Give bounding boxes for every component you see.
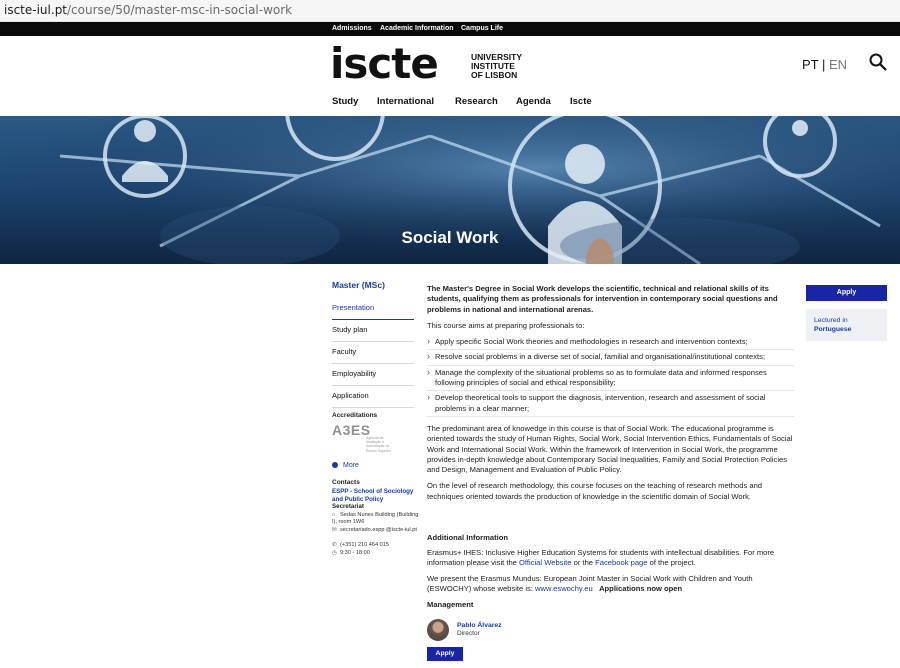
aims-intro: This course aims at preparing professionals to: [427,320,585,330]
lectured-in-language: Portuguese [814,326,852,333]
sidebar-item-application[interactable]: Application [332,386,414,408]
contacts-heading: Contacts [332,479,360,486]
logo-sub-line-3: OF LISBON [471,70,518,80]
topbar-link-campus-life[interactable]: Campus Life [461,25,504,32]
degree-title: Master (MSc) [332,280,385,290]
management-heading: Management [427,600,474,609]
intro-lead: The Master's Degree in Social Work develops the scientific, technical and relational skills of its students, qualifying them as professionals for intervention in contemporary social questions and problems in national and international arenas. [427,284,778,314]
contact-building: ⌂ Sedas Nunes Building (Building I), room 1W6 [332,512,419,525]
iscte-logo[interactable]: iscte [330,39,438,88]
building-icon: ⌂ [332,512,336,518]
sidebar-item-presentation[interactable]: Presentation [332,298,414,320]
list-item: › Apply specific Social Work theories and methodologies in research and intervention contexts; [427,337,794,350]
research-paragraph: On the level of research methodology, this course focuses on the teaching of research methods and techniques oriented towards the production of knowledge in the scientific domain of Social Work. [427,481,763,501]
erasmus-mundus-paragraph: We present the Erasmus Mundus: European Joint Master in Social Work with Children and Youth (ESWOCHY) whose website is: www.eswochy.eu Applications now open [427,574,753,594]
nav-research[interactable]: Research [455,96,498,107]
nav-study[interactable]: Study [332,96,359,107]
search-icon[interactable] [869,53,887,71]
facebook-page-link[interactable]: Facebook page [595,558,648,568]
nav-international[interactable]: International [377,96,435,107]
topbar-link-academic-information[interactable]: Academic Information [380,25,454,32]
lang-pt[interactable]: PT [802,57,819,72]
mail-icon: ✉ [332,527,337,533]
phone-icon: ✆ [332,542,337,548]
contact-phone: ✆ (+351) 210 464 015 [332,542,389,548]
school-link[interactable]: ESPP - School of Sociology and Public Policy [332,488,414,503]
a3es-logo-subtitle: Agência de Avaliação e Acreditação do Ensino Superior [366,436,391,453]
director-name-link[interactable]: Pablo Álvarez [457,622,502,629]
erasmus-ihes-paragraph: Erasmus+ IHES: Inclusive Higher Education Systems for students with intellectual disabilities. For more information please visit the Official Website or the Facebook page of the project. [427,548,775,568]
language-switcher [802,57,847,72]
logo-sub-line-2: INSTITUTE [471,61,515,71]
url-path: /course/50/master-msc-in-social-work [67,3,293,17]
url-domain: iscte-iul.pt [4,3,68,17]
list-item: › Manage the complexity of the situational problems so as to formulate data and informed responses following principles of social and ethical responsibility; [427,368,794,392]
sidebar-item-faculty[interactable]: Faculty [332,342,414,364]
nav-iscte[interactable]: Iscte [570,96,592,107]
additional-info-heading: Additional Information [427,533,508,542]
eswochy-link[interactable]: www.eswochy.eu [535,584,593,594]
official-website-link[interactable]: Official Website [519,558,572,568]
logo-sub-line-1: UNIVERSITY [471,52,523,62]
lectured-in-label: Lectured in [814,317,848,324]
sidebar-item-employability[interactable]: Employability [332,364,414,386]
lang-separator: | [818,57,829,72]
avatar [427,619,449,641]
course-sidebar-nav [332,280,414,408]
clock-icon: ◷ [332,550,337,556]
browser-url-bar[interactable] [0,0,900,22]
contact-hours: ◷ 9:30 - 18:00 [332,550,370,556]
apply-button-bottom[interactable]: Apply [427,647,463,661]
lang-en[interactable]: EN [829,57,848,72]
lectured-in-box [806,309,887,341]
course-presentation [427,284,794,508]
list-item: › Resolve social problems in a diverse set of social, familial and organisational/institutional contexts; [427,352,794,365]
aims-list [427,337,794,417]
more-link[interactable] [332,462,359,469]
sidebar-item-study-plan[interactable]: Study plan [332,320,414,342]
apply-button[interactable]: Apply [806,285,887,301]
list-item: › Develop theoretical tools to support the diagnosis, intervention, research and assessment of social problems in a clear manner; [427,393,794,417]
contact-email[interactable]: ✉ secretariado.espp @iscte-iul.pt [332,527,417,533]
utility-bar [0,22,900,36]
knowledge-paragraph: The predominant area of knowedge in this course is that of Social Work. The educational programme is oriented towards the study of Human Rights, Social Work, Social Intervention Ethics, Fundamentals of Social Work and International Social Work. Within the framework of Intervention in Social Work, the programme provides in-depth knowledge about Contemporary Social Inequalities, Family and Social Protection Policies and Design, Management and Evaluation of Public Policy. [427,423,793,475]
accreditations-heading: Accreditations [332,412,378,419]
a3es-logo: A3ES [332,422,371,438]
more-label: More [343,462,359,469]
director-role: Director [457,630,480,637]
secretariat-heading: Secretariat [332,503,364,510]
plus-circle-icon [332,462,338,468]
topbar-link-admissions[interactable]: Admissions [332,25,372,32]
logo-subtitle [471,53,541,80]
page-title: Social Work [401,228,499,247]
hero-banner [0,116,900,264]
applications-open-notice: Applications now open [599,584,683,594]
site-header [0,36,900,116]
nav-agenda[interactable]: Agenda [516,96,551,107]
